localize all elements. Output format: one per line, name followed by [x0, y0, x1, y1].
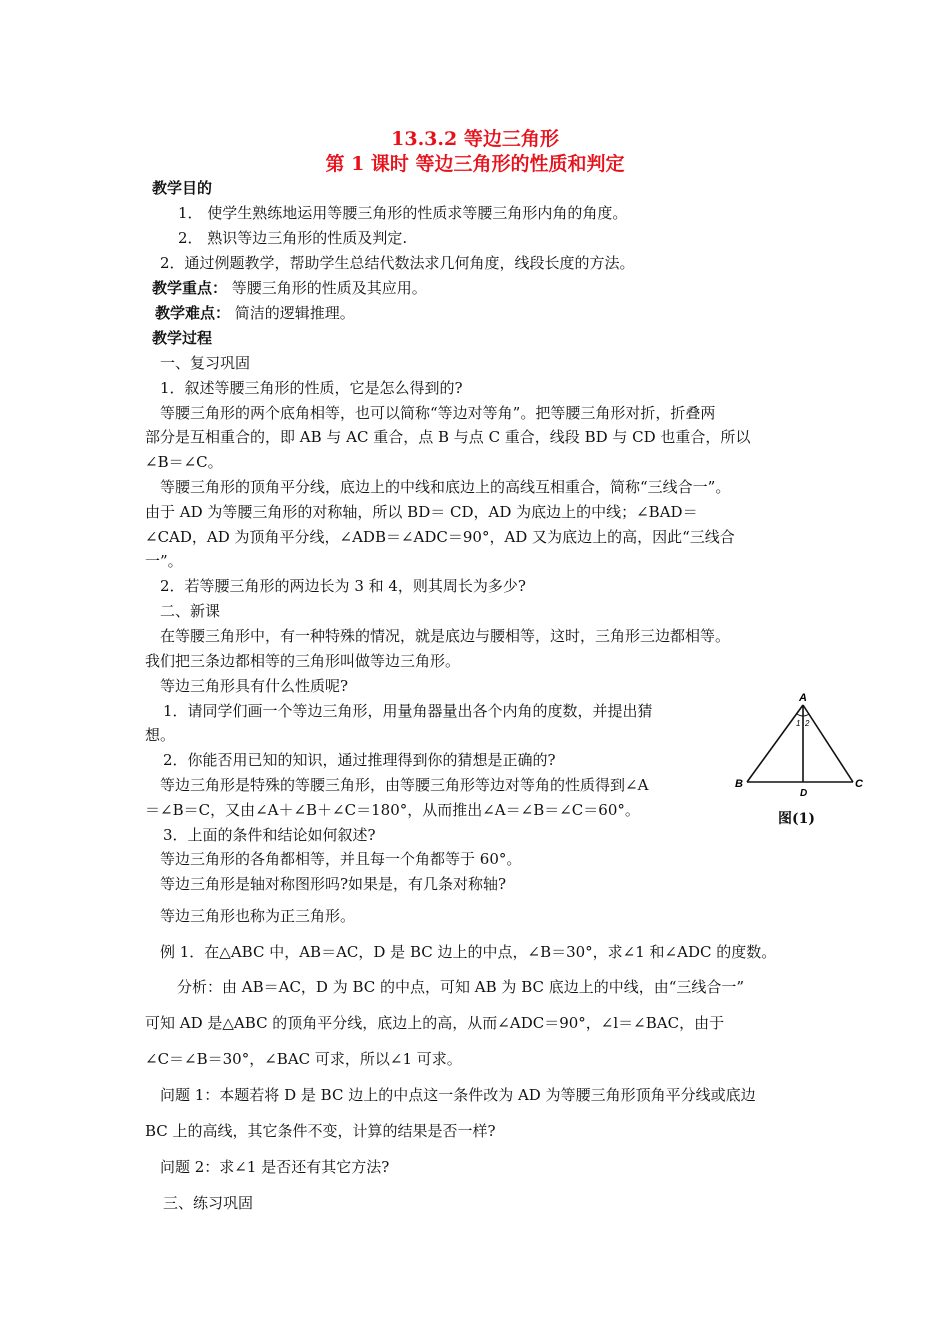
difficulty — [155, 303, 355, 323]
difficulty-text: 简洁的逻辑推理。 — [230, 304, 355, 322]
objective-item-2: 2． 熟识等边三角形的性质及判定. — [178, 229, 408, 247]
new-para-1-line-1: 在等腰三角形中，有一种特殊的情况，就是底边与腰相等，这时，三角形三边都相等。 — [160, 627, 731, 645]
example-1: 例 1．在△ABC 中，AB＝AC，D 是 BC 边上的中点，∠B＝30°，求∠1 和∠ADC 的度数。 — [160, 943, 777, 961]
vertex-label-b: B — [735, 778, 743, 790]
new-para-4: 2．你能否用已知的知识，通过推理得到你的猜想是正确的? — [163, 751, 556, 769]
analysis-line-1: 分析：由 AB＝AC，D 为 BC 的中点，可知 AB 为 BC 底边上的中线，由“三线合一” — [177, 978, 745, 996]
difficulty-label: 教学难点： — [155, 304, 231, 322]
review-question-2: 2．若等腰三角形的两边长为 3 和 4，则其周长为多少? — [160, 577, 526, 595]
angle-label-1: 1 — [796, 719, 801, 728]
vertex-label-d: D — [800, 788, 808, 799]
objectives-heading: 教学目的 — [152, 179, 213, 197]
lesson-title: 13.3.2 等边三角形 — [391, 128, 559, 150]
section-2-heading: 二、新课 — [160, 602, 221, 620]
objective-item-1: 1． 使学生熟练地运用等腰三角形的性质求等腰三角形内角的角度。 — [178, 204, 628, 222]
key-points-text: 等腰三角形的性质及其应用。 — [227, 279, 427, 297]
para-2-line-1: 等腰三角形的顶角平分线，底边上的中线和底边上的高线互相重合，简称“三线合一”。 — [160, 478, 731, 496]
question-2: 问题 2：求∠1 是否还有其它方法? — [160, 1158, 390, 1176]
vertex-label-c: C — [855, 778, 863, 790]
new-para-6: 3．上面的条件和结论如何叙述? — [163, 826, 376, 844]
figure-caption: 图(1) — [778, 811, 815, 827]
section-1-heading: 一、复习巩固 — [160, 354, 251, 372]
para-2-line-2: 由于 AD 为等腰三角形的对称轴，所以 BD＝ CD，AD 为底边上的中线；∠BAD＝ — [145, 503, 698, 521]
analysis-line-2: 可知 AD 是△ABC 的顶角平分线，底边上的高，从而∠ADC＝90°，∠l＝∠BAC，由于 — [145, 1014, 725, 1032]
process-heading: 教学过程 — [152, 329, 213, 347]
new-para-7: 等边三角形的各角都相等，并且每一个角都等于 60°。 — [160, 850, 522, 868]
question-1-line-2: BC 上的高线，其它条件不变，计算的结果是否一样? — [145, 1122, 496, 1140]
new-para-1-line-2: 我们把三条边都相等的三角形叫做等边三角形。 — [145, 652, 461, 670]
new-para-8: 等边三角形是轴对称图形吗?如果是，有几条对称轴? — [160, 875, 507, 893]
angle-label-2: 2 — [805, 719, 810, 728]
review-question-1: 1．叙述等腰三角形的性质，它是怎么得到的? — [160, 379, 463, 397]
analysis-line-3: ∠C＝∠B＝30°，∠BAC 可求，所以∠1 可求。 — [145, 1050, 462, 1068]
section-3-heading: 三、练习巩固 — [163, 1194, 254, 1212]
objective-item-3: 2．通过例题教学，帮助学生总结代数法求几何角度，线段长度的方法。 — [160, 254, 635, 272]
new-para-2: 等边三角形具有什么性质呢? — [160, 677, 349, 695]
para-2-line-3: ∠CAD，AD 为顶角平分线，∠ADB＝∠ADC＝90°，AD 又为底边上的高，因此“三线合 — [145, 528, 735, 546]
triangle-side-ac — [803, 705, 853, 782]
new-para-5-line-1: 等边三角形是特殊的等腰三角形，由等腰三角形等边对等角的性质得到∠A — [160, 776, 649, 794]
new-para-3-line-2: 想。 — [145, 726, 176, 744]
key-points — [152, 278, 427, 298]
triangle-side-ab — [747, 705, 803, 782]
lesson-subtitle: 第 1 课时 等边三角形的性质和判定 — [325, 153, 625, 175]
new-para-5-line-2: ＝∠B＝C，又由∠A＋∠B＋∠C＝180°，从而推出∠A＝∠B＝∠C＝60°。 — [145, 801, 640, 819]
new-para-9: 等边三角形也称为正三角形。 — [160, 907, 356, 925]
para-1-line-2: 部分是互相重合的，即 AB 与 AC 重合，点 B 与点 C 重合，线段 BD 与 CD 也重合，所以 — [145, 428, 751, 446]
new-para-3-line-1: 1．请同学们画一个等边三角形，用量角器量出各个内角的度数，并提出猜 — [163, 702, 653, 720]
para-1-line-3: ∠B＝∠C。 — [145, 453, 223, 471]
vertex-label-a: A — [799, 692, 807, 704]
para-2-line-4: 一”。 — [145, 552, 183, 570]
key-points-label: 教学重点： — [152, 279, 228, 297]
para-1-line-1: 等腰三角形的两个底角相等，也可以简称“等边对等角”。把等腰三角形对折，折叠两 — [160, 404, 716, 422]
question-1-line-1: 问题 1：本题若将 D 是 BC 边上的中点这一条件改为 AD 为等腰三角形顶角平分线或底边 — [160, 1086, 756, 1104]
